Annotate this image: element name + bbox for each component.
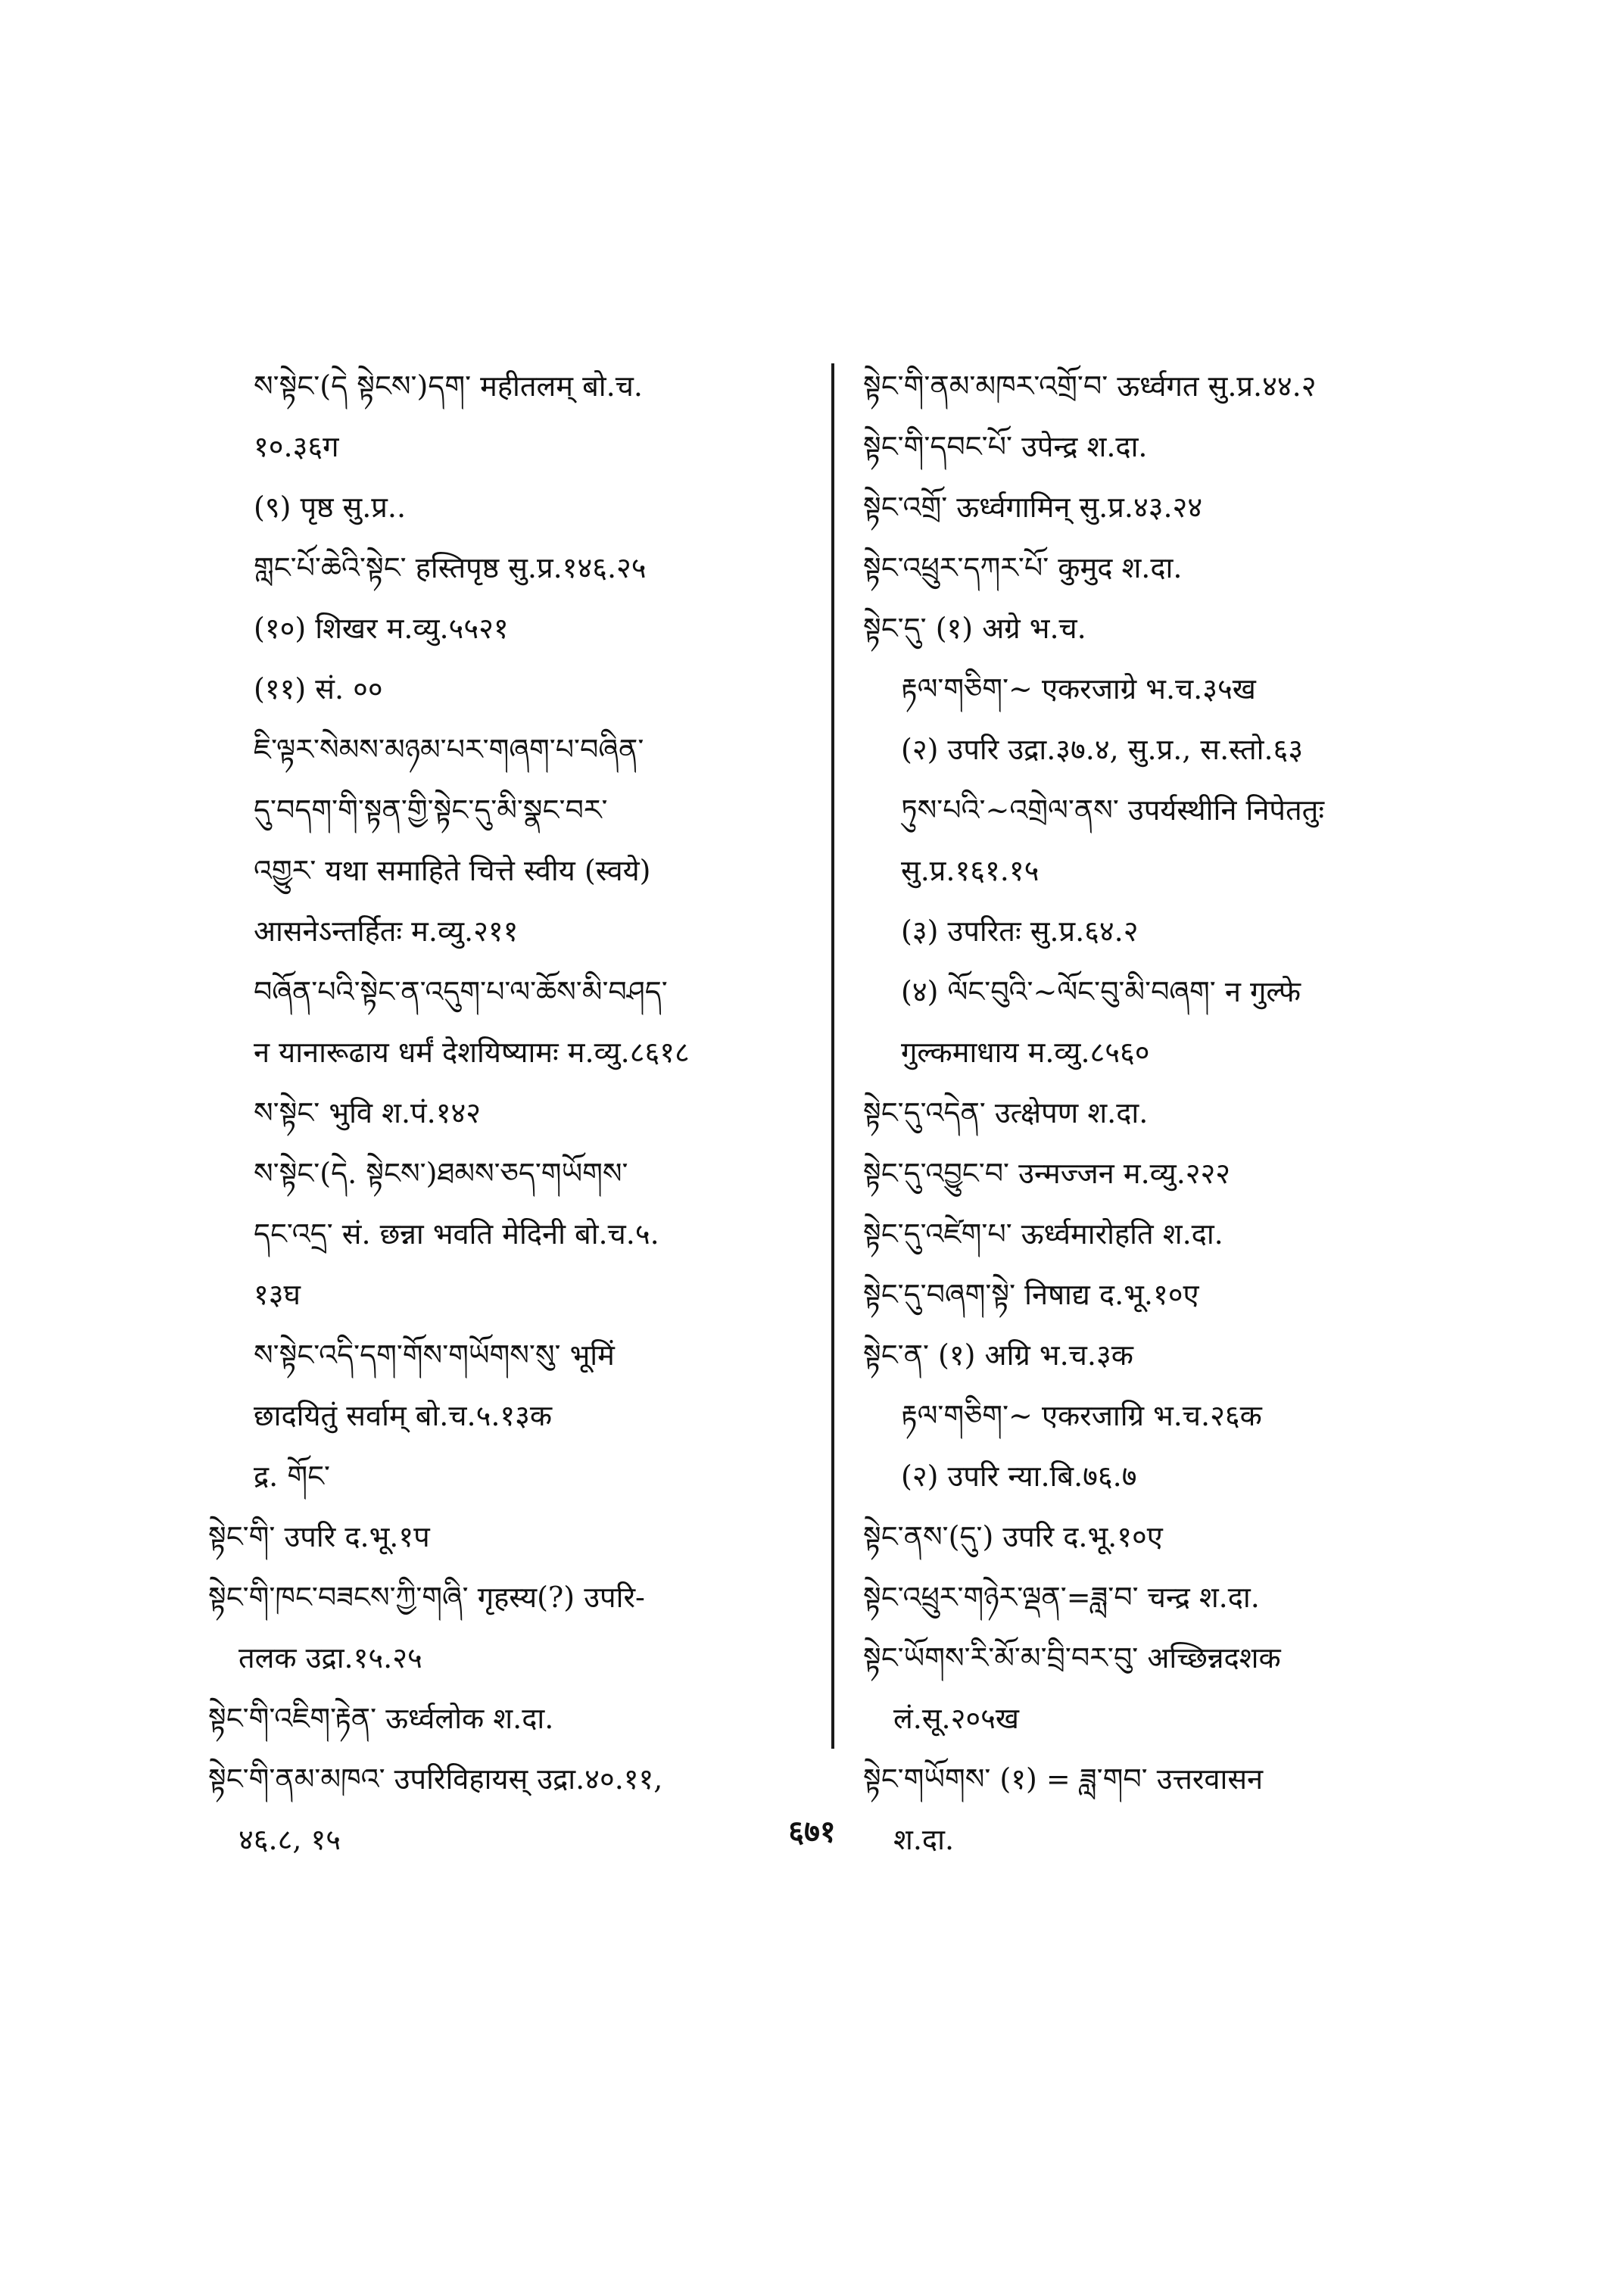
entry-text: द्र. གོང་ [254, 1460, 330, 1493]
entry-text: སྟེང་འགྲོ་ ऊर्ध्वगामिन् सु.प्र.४३.२४ [863, 491, 1203, 524]
entry-text: སྟེང་དུ་ (१) अग्रे भ.च. [863, 612, 1086, 645]
entry-text: བཞོན་པའི་སྟེང་ན་འདུག་པ་ལ་ཆོས་མི་བཤད་ [254, 975, 668, 1008]
entry-text: (४) ལོང་བུའི་~ལོང་བུ་མི་བཞག་ न गुल्फे [901, 975, 1301, 1008]
dictionary-line [208, 961, 814, 1022]
entry-text: आसनेऽन्तर्हितः म.व्यु.२११ [254, 914, 519, 948]
dictionary-line [863, 780, 1476, 840]
entry-text: སྟེང་གི་ उपरि द.भू.१प [208, 1520, 430, 1553]
entry-text: སྟེང་གི་ནམ་མཁའ་ उपरिविहायस् उद्रा.४०.११, [208, 1762, 663, 1796]
entry-text: ४६.८, १५ [238, 1823, 341, 1856]
dictionary-line [863, 537, 1476, 598]
entry-text: སྟེང་ནས་(དུ་) उपरि द.भू.१०ए [863, 1520, 1163, 1553]
dictionary-line [208, 901, 814, 961]
dictionary-line [863, 1385, 1476, 1446]
dictionary-line [863, 1204, 1476, 1264]
entry-text: १०.३६ग [254, 430, 339, 463]
entry-text: གླང་པོ་ཆེའི་སྟེང་ हस्तिपृष्ठ सु.प्र.१४६.२५ [254, 551, 647, 584]
dictionary-line [208, 1325, 814, 1385]
entry-text: སྟེང་དུ་འབྱུང་བ་ उन्मज्जन म.व्यु.२२२ [863, 1157, 1231, 1190]
entry-text: (२) उपरि न्या.बि.७६.७ [901, 1460, 1137, 1493]
dictionary-line [863, 1446, 1476, 1506]
dictionary-line [208, 719, 814, 780]
entry-text: སྟེང་གི་དབང་པོ་ उपेन्द्र श.दा. [863, 430, 1148, 463]
entry-text: སྟེང་འཕྲུར་གཉེར་ལྡན་=ཟླ་བ་ चन्द्र श.दा. [863, 1581, 1260, 1614]
dictionary-line [863, 416, 1476, 477]
dictionary-line [863, 1688, 1476, 1749]
entry-text: ས་སྟེང་(དེ སྟེངས་)དག་ महीतलम् बो.च. [254, 369, 643, 403]
dictionary-line [208, 1446, 814, 1506]
dictionary-line [208, 537, 814, 598]
dictionary-line [208, 840, 814, 901]
dictionary-line [863, 1083, 1476, 1143]
entry-text: ཇི་ལྟར་སེམས་མཉམ་པར་གཞག་པ་བཞིན་ [254, 733, 644, 766]
column-divider [831, 363, 834, 1749]
entry-text: དང་འདྲ་ सं. छन्ना भवति मेदिनी बो.च.५. [254, 1217, 659, 1251]
dictionary-line [208, 416, 814, 477]
dictionary-line [208, 356, 814, 416]
dictionary-line [863, 1264, 1476, 1325]
entry-text: (२) उपरि उद्रा.३७.४, सु.प्र., स.स्तो.६३ [901, 733, 1304, 766]
dictionary-line [208, 780, 814, 840]
entry-text: སྟེང་ན་ (१) अग्रि भ.च.३क [863, 1338, 1133, 1372]
dictionary-line [863, 598, 1476, 659]
entry-text: སྟེང་ཡོགས་རི་མོ་མ་བྲི་བར་བུ་ अच्छिन्नदशक [863, 1641, 1281, 1675]
dictionary-line [863, 1143, 1476, 1204]
dictionary-line [863, 659, 1476, 719]
right-column [863, 356, 1476, 1870]
entry-text: སྟེང་གི་འཇིག་རྟེན་ ऊर्ध्वलोक श.दा. [208, 1702, 554, 1735]
dictionary-line [863, 1506, 1476, 1567]
dictionary-line [208, 1506, 814, 1567]
dictionary-line [208, 598, 814, 659]
dictionary-line [208, 659, 814, 719]
dictionary-line [863, 1628, 1476, 1688]
entry-text: १३घ [254, 1278, 301, 1311]
entry-text: སྟེང་གཡོགས་ (१) = ཟླ་གབ་ उत्तरवासन [863, 1762, 1264, 1796]
entry-text: སྟེང་དུ་འདེན་ उत्क्षेपण श.दा. [863, 1096, 1149, 1129]
dictionary-line [863, 477, 1476, 537]
entry-text: (१०) शिखर म.व्यु.५५२१ [254, 612, 509, 645]
entry-text: (९) पृष्ठ सु.प्र.. [254, 491, 407, 524]
entry-text: ས་སྟེང་འདི་དག་གོས་གཡོགས་སུ་ भूमिं [254, 1338, 615, 1372]
entry-text: ས་སྟེང་(དེ. སྟེངས་)ཐམས་ཅད་གཡོགས་ [254, 1157, 628, 1190]
dictionary-line [208, 1628, 814, 1688]
dictionary-line [863, 356, 1476, 416]
entry-text: (३) उपरितः सु.प्र.६४.२ [901, 914, 1139, 948]
dictionary-line [208, 1385, 814, 1446]
entry-text: न यानारूढाय धर्मं देशयिष्यामः म.व्यु.८६१८ [254, 1036, 690, 1069]
dictionary-line [863, 1325, 1476, 1385]
entry-text: སྟེང་དུ་བཞག་སྟེ་ निषाद्य द.भू.१०ए [863, 1278, 1199, 1311]
dictionary-line [863, 1749, 1476, 1809]
dictionary-line [208, 1749, 814, 1809]
dictionary-line [208, 1083, 814, 1143]
entry-text: སྟེང་གི་ཁང་བཟངས་ཀྱི་གཞི་ गृहस्य(?) उपरि- [208, 1581, 645, 1614]
dictionary-line [863, 961, 1476, 1022]
entry-text: ཏུས་པའི་~འགྲེལ་ནས་ उपर्यस्थीनि निपेततुः [901, 793, 1325, 827]
entry-text: སྟེང་གི་ནམ་མཁར་འགྲོ་བ་ ऊर्ध्वगत सु.प्र.४४.२ [863, 369, 1317, 403]
entry-text: འགྱུར་ यथा समाहिते चित्ते स्वीय (स्वये) [254, 854, 651, 887]
entry-text: དུ་བདག་གི་སྟན་གྱི་སྟེང་དུ་མི་སྣང་བར་ [254, 793, 608, 827]
entry-text: ས་སྟེང་ भुवि श.पं.१४२ [254, 1096, 481, 1129]
entry-text: སྟེང་འཕྲུར་དཀར་པོ་ कुमुद श.दा. [863, 551, 1183, 584]
entry-text: श.दा. [893, 1823, 955, 1856]
left-column [208, 356, 814, 1870]
dictionary-line [863, 840, 1476, 901]
dictionary-line [863, 719, 1476, 780]
dictionary-line [863, 901, 1476, 961]
entry-text: རྟལ་གཅིག་~ एकरजाग्रि भ.च.२६क [901, 1399, 1262, 1432]
dictionary-line [208, 1022, 814, 1083]
entry-text: गुल्कमाधाय म.व्यु.८५६० [901, 1036, 1150, 1069]
dictionary-line [863, 1022, 1476, 1083]
dictionary-line [208, 1264, 814, 1325]
entry-text: སྟེང་དུ་འཛེག་པ་ ऊर्ध्वमारोहति श.दा. [863, 1217, 1223, 1251]
dictionary-line [208, 1204, 814, 1264]
entry-text: छादयितुं सर्वाम् बो.च.५.१३क [254, 1399, 553, 1432]
dictionary-line [208, 1143, 814, 1204]
dictionary-line [208, 1688, 814, 1749]
entry-text: सु.प्र.१६१.१५ [901, 854, 1040, 887]
dictionary-line [863, 1567, 1476, 1628]
entry-text: तलक उद्रा.१५.२५ [238, 1641, 422, 1675]
entry-text: (११) सं. ०० [254, 672, 383, 706]
entry-text: लं.सू.२०५ख [893, 1702, 1019, 1735]
entry-text: རྟལ་གཅིག་~ एकरजाग्रे भ.च.३५ख [901, 672, 1256, 706]
dictionary-line [208, 1567, 814, 1628]
page-number: ६७१ [788, 1814, 836, 1849]
dictionary-line [208, 477, 814, 537]
